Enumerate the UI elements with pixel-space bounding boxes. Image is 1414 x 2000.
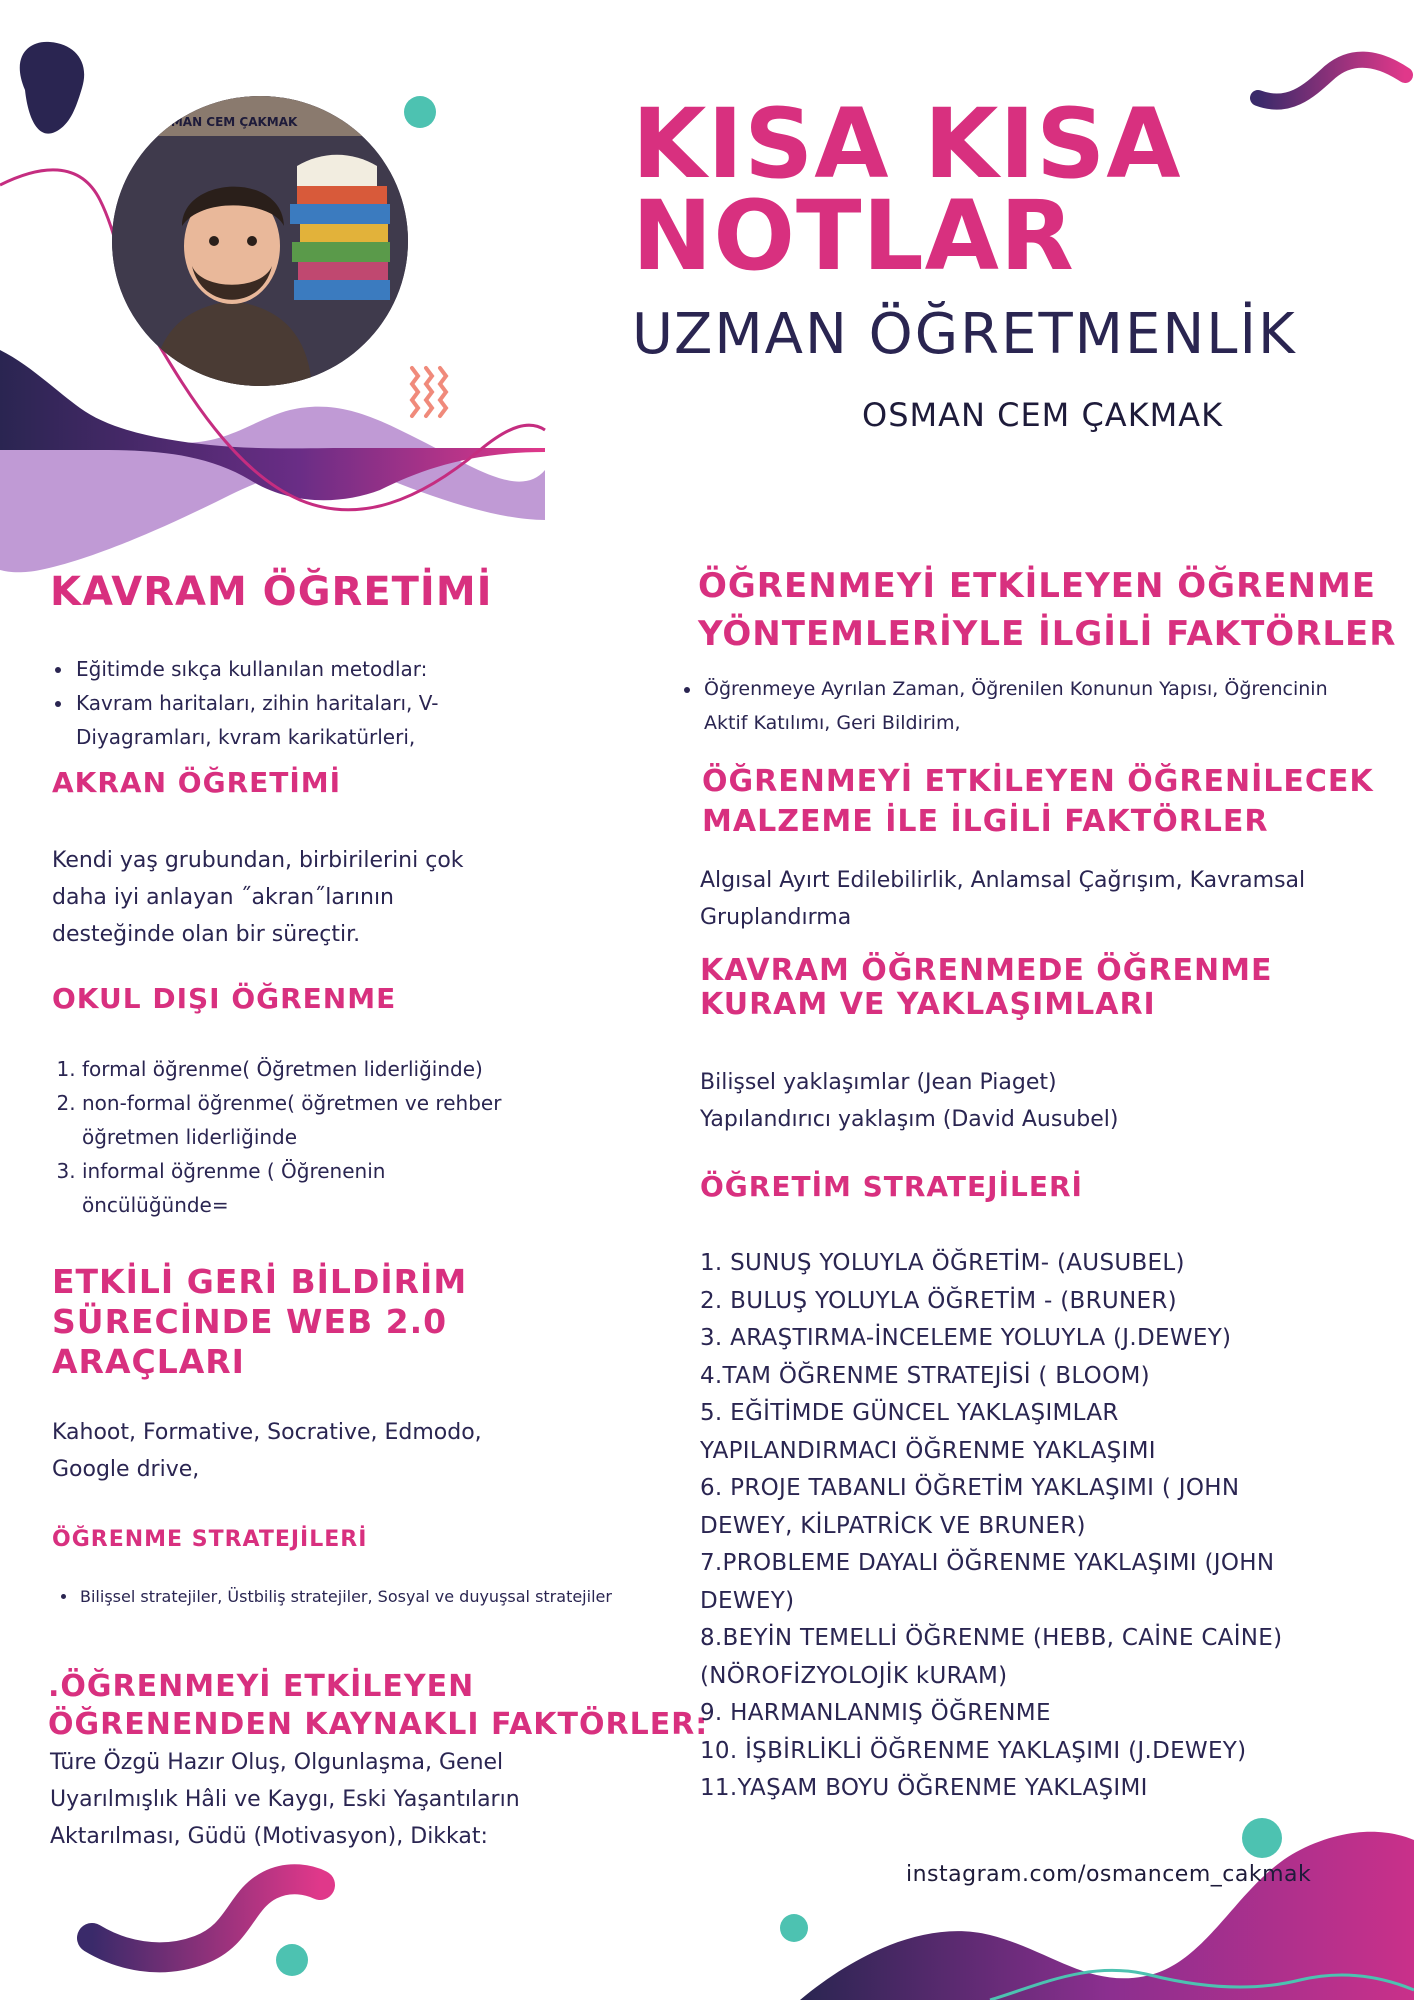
strategy-line: 7.PROBLEME DAYALI ÖĞRENME YAKLAŞIMI (JOHN (700, 1550, 1275, 1576)
web-heading-line-2: SÜRECİNDE WEB 2.0 (52, 1302, 448, 1341)
stratejiler-list (54, 1582, 618, 1612)
title-line-1: KISA KISA (632, 88, 1182, 200)
malzeme-heading-line-2: MALZEME İLE İLGİLİ FAKTÖRLER (702, 804, 1269, 839)
teal-dot-bottom-left (276, 1944, 308, 1976)
ogrenen-heading-line-2: ÖĞRENENDEN KAYNAKLI FAKTÖRLER: (48, 1707, 709, 1742)
malzeme-heading-line-1: ÖĞRENMEYİ ETKİLEYEN ÖĞRENİLECEK (702, 764, 1374, 799)
ogrenen-text: Türe Özgü Hazır Oluş, Olgunlaşma, Genel Uyarılmışlık Hâli ve Kaygı, Eski Yaşantıların Aktarılması, Güdü (Motivasyon), Dikkat: (50, 1750, 520, 1849)
strategy-line: DEWEY) (700, 1587, 795, 1614)
avatar-caption: OSMAN CEM ÇAKMAK (152, 115, 298, 129)
heading-yontem-faktorler (698, 562, 1396, 658)
avatar-illustration (112, 96, 408, 386)
instagram-handle: instagram.com/osmancem_cakmak (906, 1862, 1312, 1887)
teal-dot-bottom-mid (780, 1914, 808, 1942)
strategy-line: 11.YAŞAM BOYU ÖĞRENME YAKLAŞIMI (700, 1775, 1148, 1801)
yontem-list (678, 672, 1342, 740)
page-subtitle: UZMAN ÖĞRETMENLİK (632, 302, 1297, 367)
heading-kuram-yaklasimlar (700, 954, 1272, 1022)
title-line-2: NOTLAR (632, 180, 1075, 292)
kuram-text (700, 1064, 1360, 1138)
strategy-line: (NÖROFİZYOLOJİK kURAM) (700, 1662, 1008, 1689)
list-item: • Kavram haritaları, zihin haritaları, V-Diyagramları, kvram karikatürleri, (74, 686, 514, 754)
ogrenen-heading-line-1: .ÖĞRENMEYİ ETKİLEYEN (48, 1669, 475, 1704)
coral-zigzags (412, 368, 446, 416)
strategy-line: 5. EĞİTİMDE GÜNCEL YAKLAŞIMLAR (700, 1400, 1119, 1426)
yontem-heading-line-1: ÖĞRENMEYİ ETKİLEYEN ÖĞRENME (698, 566, 1377, 606)
strategy-line: 6. PROJE TABANLI ÖĞRETİM YAKLAŞIMI ( JOHN (700, 1475, 1240, 1501)
heading-kavram-ogretimi: KAVRAM ÖĞRETİMİ (50, 569, 493, 615)
heading-ogrenen-faktorler (48, 1668, 708, 1744)
web-heading-line-3: ARAÇLARI (52, 1342, 245, 1381)
strategy-line: 4.TAM ÖĞRENME STRATEJİSİ ( BLOOM) (700, 1362, 1150, 1389)
malzeme-text: Algısal Ayırt Edilebilirlik, Anlamsal Çağrışım, Kavramsal Gruplandırma (700, 868, 1306, 930)
kavram-list (50, 652, 514, 754)
navy-blob-top-left (20, 42, 84, 134)
web-tools-text: Kahoot, Formative, Socrative, Edmodo, Google drive, (52, 1420, 482, 1482)
pink-squiggle-top-right (1258, 60, 1405, 102)
teal-dot-top (404, 96, 436, 128)
teal-dot-bottom-right (1242, 1818, 1282, 1858)
kuram-line-2: Yapılandırıcı yaklaşım (David Ausubel) (700, 1107, 1119, 1132)
strategy-line: 8.BEYİN TEMELLİ ÖĞRENME (HEBB, CAİNE CAİNE) (700, 1625, 1283, 1651)
list-item: • Öğrenmeye Ayrılan Zaman, Öğrenilen Konunun Yapısı, Öğrencinin Aktif Katılımı, Geri Bildirim, (702, 672, 1342, 740)
heading-malzeme-faktorler (702, 762, 1374, 842)
author-name: OSMAN CEM ÇAKMAK (862, 396, 1224, 434)
kuram-heading-line-1: KAVRAM ÖĞRENMEDE ÖĞRENME (700, 953, 1273, 988)
list-item: 3. informal öğrenme ( Öğrenenin öncülüğünde= (82, 1154, 512, 1222)
heading-web-araclari (52, 1262, 467, 1382)
heading-okul-disi-ogrenme: OKUL DIŞI ÖĞRENME (52, 982, 397, 1015)
strategy-line: DEWEY, KİLPATRİCK VE BRUNER) (700, 1512, 1086, 1539)
list-item: 1. formal öğrenme( Öğretmen liderliğinde) (82, 1052, 512, 1086)
list-item: • Bilişsel stratejiler, Üstbiliş stratejiler, Sosyal ve duyuşsal stratejiler (78, 1582, 618, 1612)
kuram-heading-line-2: KURAM VE YAKLAŞIMLARI (700, 987, 1156, 1022)
strategy-line: 1. SUNUŞ YOLUYLA ÖĞRETİM- (AUSUBEL) (700, 1250, 1185, 1276)
web-heading-line-1: ETKİLİ GERİ BİLDİRİM (52, 1262, 468, 1301)
strategy-line: 10. İŞBİRLİKLİ ÖĞRENME YAKLAŞIMI (J.DEWEY) (700, 1737, 1247, 1764)
strategy-line: 3. ARAŞTIRMA-İNCELEME YOLUYLA (J.DEWEY) (700, 1325, 1232, 1351)
strategy-line: YAPILANDIRMACI ÖĞRENME YAKLAŞIMI (700, 1437, 1156, 1464)
heading-ogrenme-stratejileri: ÖĞRENME STRATEJİLERİ (52, 1527, 368, 1552)
list-item: 2. non-formal öğrenme( öğretmen ve rehber öğretmen liderliğinde (82, 1086, 512, 1154)
list-item: • Eğitimde sıkça kullanılan metodlar: (74, 652, 514, 686)
akran-text: Kendi yaş grubundan, birbirilerini çok daha iyi anlayan ˝akran˝larının desteğinde olan bir süreçtir. (52, 848, 464, 947)
ogretim-stratejileri-list (700, 1245, 1360, 1808)
page-title (632, 88, 1182, 292)
strategy-line: 2. BULUŞ YOLUYLA ÖĞRETİM - (BRUNER) (700, 1287, 1177, 1314)
yontem-heading-line-2: YÖNTEMLERİYLE İLGİLİ FAKTÖRLER (698, 614, 1397, 654)
okul-disi-list (52, 1052, 512, 1222)
strategy-line: 9. HARMANLANMIŞ ÖĞRENME (700, 1700, 1051, 1726)
heading-akran-ogretimi: AKRAN ÖĞRETİMİ (52, 766, 342, 799)
avatar (112, 96, 408, 386)
heading-ogretim-stratejileri: ÖĞRETİM STRATEJİLERİ (700, 1170, 1083, 1203)
kuram-line-1: Bilişsel yaklaşımlar (Jean Piaget) (700, 1070, 1057, 1095)
